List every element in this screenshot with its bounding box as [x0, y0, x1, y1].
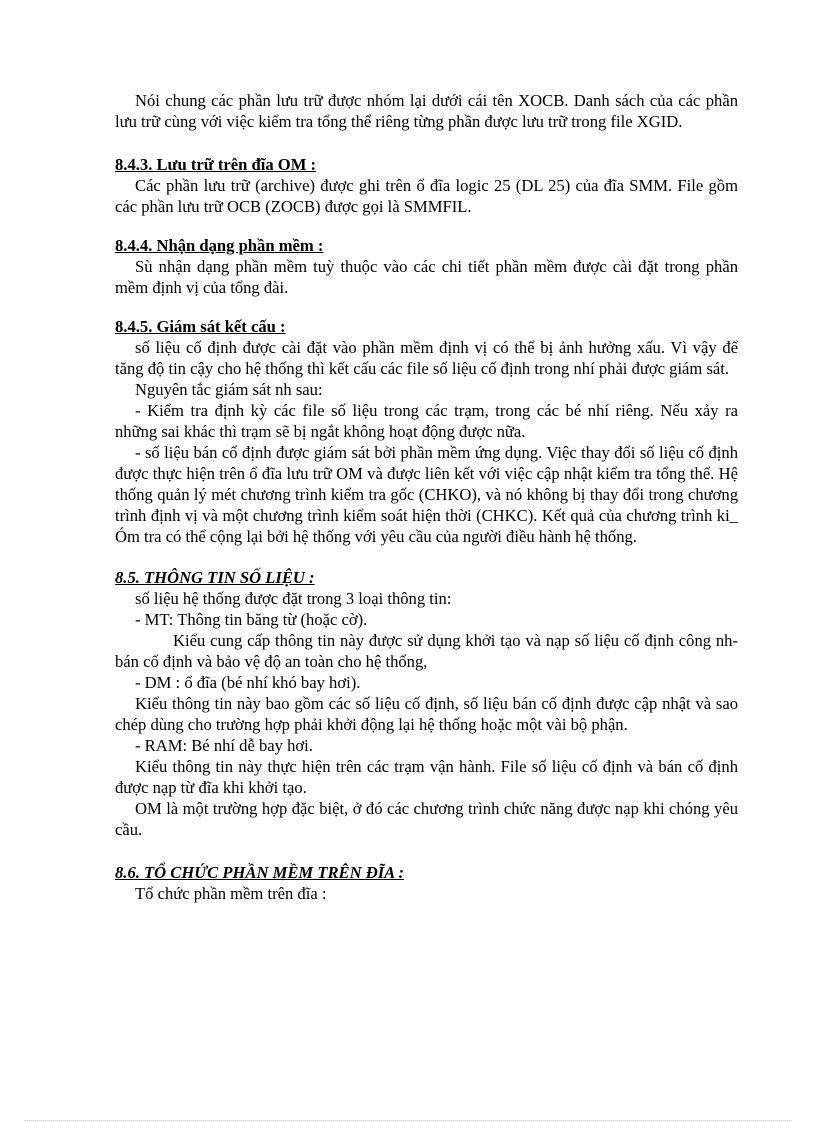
paragraph: Kiểu thông tin này thực hiện trên các trạm vận hành. File số liệu cố định và bán cố định được nạp từ đĩa khi khởi tạo. — [115, 757, 738, 797]
paragraph: Kiểu thông tin này bao gồm các số liệu cố định, số liệu bán cố định được cập nhật và sao chép dùng cho trường hợp phải khởi động lại hệ thống hoặc một vài bộ phận. — [115, 694, 738, 734]
page-bottom-divider — [24, 1120, 792, 1121]
section-heading-8-4-4: 8.4.4. Nhận dạng phần mềm : — [115, 236, 324, 255]
section-heading-8-4-5: 8.4.5. Giám sát kết cấu : — [115, 317, 286, 336]
paragraph: số liệu cố định được cài đặt vào phần mềm định vị có thể bị ảnh hưởng xấu. Vì vậy để tăng độ tin cậy cho hệ thống thì kết cấu các file số liệu cố định trong nhí phải được giám sát. — [115, 338, 738, 378]
paragraph: Sù nhận dạng phần mềm tuỳ thuộc vào các chi tiết phần mềm được cài đặt trong phần mềm định vị của tổng đài. — [115, 257, 738, 297]
paragraph: - RAM: Bé nhí dễ bay hơi. — [135, 736, 313, 755]
section-heading-8-4-3: 8.4.3. Lưu trữ trên đĩa OM : — [115, 155, 317, 174]
paragraph: Kiểu cung cấp thông tin này được sử dụng khởi tạo và nạp số liệu cố định công nh bán cố định và bảo vệ độ an toàn cho hệ thống, — [115, 631, 738, 671]
paragraph: - DM : ổ đĩa (bé nhí khó bay hơi). — [135, 673, 361, 692]
paragraph: - Kiểm tra định kỳ các file số liệu trong các trạm, trong các bé nhí riêng. Nếu xảy ra những sai khác thì trạm sẽ bị ngắt không hoạt động được nữa. — [115, 401, 738, 441]
paragraph: OM là một trường hợp đặc biệt, ở đó các chương trình chức năng được nạp khi chóng yêu cầu. — [115, 799, 738, 839]
paragraph: - MT: Thông tin băng từ (hoặc cờ). — [135, 610, 368, 629]
section-heading-8-5: 8.5. THÔNG TIN SỐ LIỆU : — [115, 568, 315, 587]
paragraph: Nói chung các phần lưu trữ được nhóm lại dưới cái tên XOCB. Danh sách của các phần lưu trữ cùng với việc kiểm tra tổng thể riêng từng phần được lưu trữ trong file XGID. — [115, 91, 738, 131]
paragraph: Tổ chức phần mềm trên đĩa : — [135, 884, 327, 903]
section-heading-8-6: 8.6. TỔ CHỨC PHẦN MỀM TRÊN ĐĨA : — [115, 863, 404, 882]
paragraph: Các phần lưu trữ (archive) được ghi trên ổ đĩa logic 25 (DL 25) của đĩa SMM. File gồm các phần lưu trữ OCB (ZOCB) được gọi là SMMFIL. — [115, 176, 738, 216]
paragraph: Nguyên tắc giám sát nh sau: — [135, 380, 323, 399]
paragraph: - số liệu bán cố định được giám sát bởi phần mềm ứng dụng. Việc thay đổi số liệu cố định được thực hiện trên ổ đĩa lưu trữ OM và được liên kết với việc cập nhật kiểm tra tổng thể. Hệ thống quản lý mét chương trình kiểm tra gốc (CHKO), và nó không bị thay đổi trong chương trình định vị và một chương trình kiểm soát hiện thời (CHKC). Kết quả của chương trình ki_ Óm tra có thể cộng lại bởi hệ thống với yêu cầu của người điều hành hệ thống. — [115, 443, 738, 546]
document-body — [115, 90, 738, 904]
paragraph: số liệu hệ thống được đặt trong 3 loại thông tin: — [135, 589, 452, 608]
